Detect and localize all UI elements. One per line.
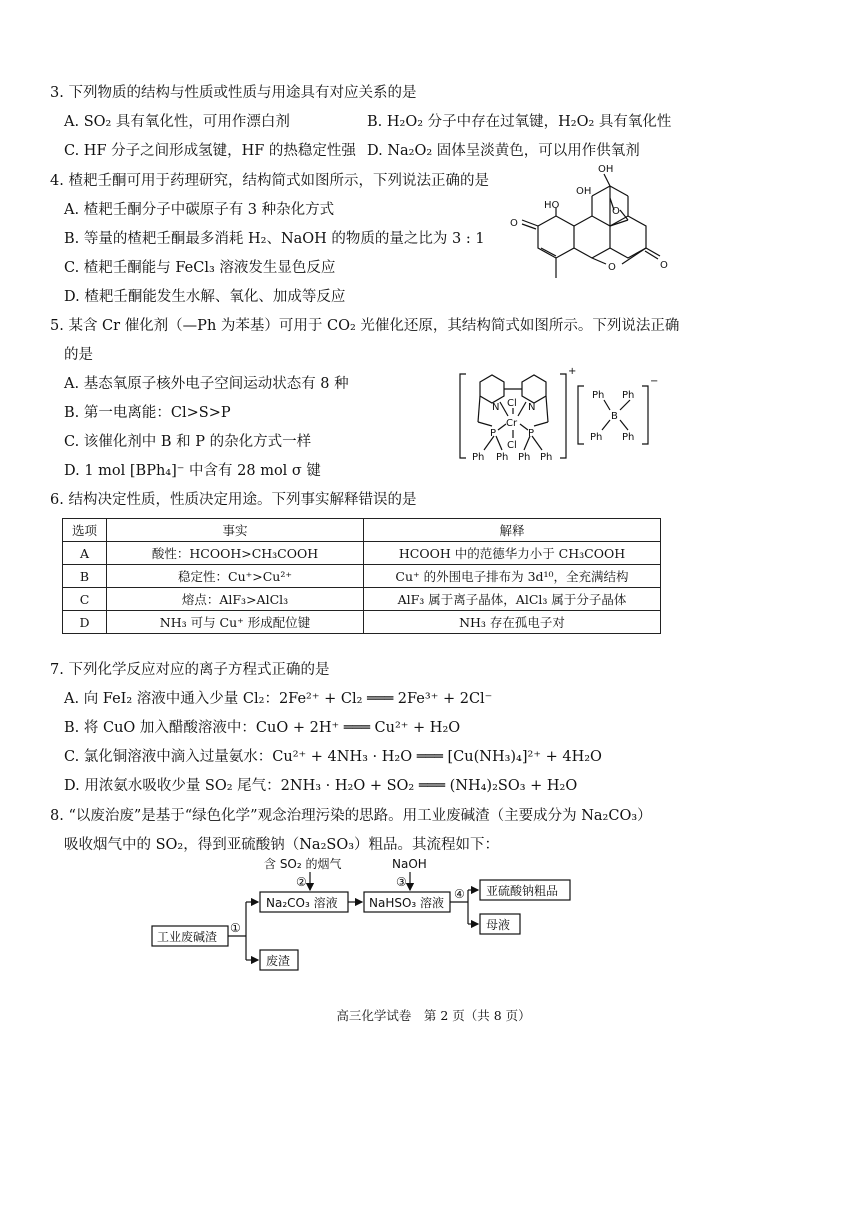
q4-label-oh-3: OH	[598, 164, 614, 175]
table-cell-explanation: NH₃ 存在孤电子对	[364, 611, 661, 634]
table-row	[63, 542, 661, 565]
q6-table	[62, 518, 661, 634]
q5-catalyst-structure	[458, 364, 678, 472]
q3-option-a: A. SO₂ 具有氧化性，可用作漂白剂	[64, 114, 290, 130]
q5-label-cr: Cr	[506, 418, 518, 429]
table-cell-option: C	[63, 588, 107, 611]
table-cell-fact: 熔点：AlF₃>AlCl₃	[107, 588, 364, 611]
flow-mother-liquor: 母液	[486, 918, 511, 932]
q8-stem-line1: 8. “以废治废”是基于“绿色化学”观念治理污染的思路。用工业废碱渣（主要成分为 Na₂CO₃）	[50, 808, 652, 824]
q5-label-ph-8: Ph	[622, 432, 635, 443]
flow-naoh: NaOH	[392, 857, 427, 871]
q3-option-b: B. H₂O₂ 分子中存在过氧键，H₂O₂ 具有氧化性	[367, 114, 672, 130]
table-cell-option: A	[63, 542, 107, 565]
q5-option-b: B. 第一电离能：Cl>S>P	[64, 405, 231, 421]
q4-label-o-ketone: O	[510, 218, 518, 229]
table-row	[63, 611, 661, 634]
q5-stem-line2: 的是	[64, 347, 93, 363]
flow-nahso3: NaHSO₃ 溶液	[369, 896, 445, 910]
q5-label-n-right: N	[528, 402, 536, 413]
q6-stem: 6. 结构决定性质，性质决定用途。下列事实解释错误的是	[50, 492, 417, 508]
q5-option-d: D. 1 mol [BPh₄]⁻ 中含有 28 mol σ 键	[64, 463, 321, 479]
table-cell-fact: NH₃ 可与 Cu⁺ 形成配位键	[107, 611, 364, 634]
q5-label-minus: −	[650, 376, 659, 387]
table-header-option: 选项	[63, 519, 107, 542]
q3-option-c: C. HF 分子之间形成氢键，HF 的热稳定性强	[64, 143, 356, 159]
table-header-explanation: 解释	[364, 519, 661, 542]
q4-stem: 4. 楂耙壬酮可用于药理研究，结构简式如图所示，下列说法正确的是	[50, 173, 489, 189]
q7-option-b: B. 将 CuO 加入醋酸溶液中：CuO + 2H⁺ ═══ Cu²⁺ + H₂O	[64, 720, 461, 736]
table-cell-fact: 酸性：HCOOH>CH₃COOH	[107, 542, 364, 565]
q4-label-o-bridge: O	[612, 206, 620, 217]
table-cell-explanation: HCOOH 中的范德华力小于 CH₃COOH	[364, 542, 661, 565]
q4-label-oh-1: HO	[544, 200, 560, 211]
page-footer: 高三化学试卷 第 2 页（共 8 页）	[336, 1008, 531, 1023]
q3-stem: 3. 下列物质的结构与性质或性质与用途具有对应关系的是	[50, 85, 417, 101]
q4-label-oh-2: OH	[576, 186, 592, 197]
q5-option-c: C. 该催化剂中 B 和 P 的杂化方式一样	[64, 434, 312, 450]
q5-label-ph-1: Ph	[472, 452, 485, 463]
q8-stem-line2: 吸收烟气中的 SO₂，得到亚硫酸钠（Na₂SO₃）粗品。其流程如下：	[64, 837, 500, 853]
table-row	[63, 565, 661, 588]
q4-option-d: D. 楂耙壬酮能发生水解、氧化、加成等反应	[64, 289, 346, 305]
q5-label-n-left: N	[492, 402, 500, 413]
flow-step-1: ①	[230, 921, 241, 935]
flow-product: 亚硫酸钠粗品	[486, 884, 559, 898]
q7-stem: 7. 下列化学反应对应的离子方程式正确的是	[50, 662, 330, 678]
q5-label-ph-2: Ph	[496, 452, 509, 463]
q4-label-o-ring: O	[608, 262, 616, 273]
q3-option-d: D. Na₂O₂ 固体呈淡黄色，可以用作供氧剂	[367, 143, 640, 159]
q5-label-ph-4: Ph	[540, 452, 553, 463]
q5-label-plus: +	[568, 366, 577, 377]
table-header-fact: 事实	[107, 519, 364, 542]
q5-option-a: A. 基态氧原子核外电子空间运动状态有 8 种	[64, 376, 349, 392]
flow-step-4: ④	[454, 887, 465, 901]
q5-label-p-right: P	[528, 428, 535, 439]
table-cell-option: D	[63, 611, 107, 634]
q7-option-c: C. 氯化铜溶液中滴入过量氨水：Cu²⁺ + 4NH₃ · H₂O ═══ [Cu(NH₃)₄]²⁺ + 4H₂O	[64, 749, 602, 765]
q5-label-ph-7: Ph	[590, 432, 603, 443]
q5-label-cl-top: Cl	[507, 398, 517, 409]
flow-step-2: ②	[296, 875, 307, 889]
table-cell-explanation: AlF₃ 属于离子晶体，AlCl₃ 属于分子晶体	[364, 588, 661, 611]
table-cell-fact: 稳定性：Cu⁺>Cu²⁺	[107, 565, 364, 588]
q5-label-ph-6: Ph	[622, 390, 635, 401]
q5-label-ph-5: Ph	[592, 390, 605, 401]
q4-option-a: A. 楂耙壬酮分子中碳原子有 3 种杂化方式	[64, 202, 335, 218]
q7-option-a: A. 向 FeI₂ 溶液中通入少量 Cl₂：2Fe²⁺ + Cl₂ ═══ 2Fe³⁺ + 2Cl⁻	[64, 691, 493, 707]
q7-option-d: D. 用浓氨水吸收少量 SO₂ 尾气：2NH₃ · H₂O + SO₂ ═══ (NH₄)₂SO₃ + H₂O	[64, 778, 578, 794]
q4-option-b: B. 等量的楂耙壬酮最多消耗 H₂、NaOH 的物质的量之比为 3 : 1	[64, 231, 485, 247]
q4-molecule-structure	[500, 160, 680, 300]
table-row	[63, 588, 661, 611]
q5-label-b: B	[611, 411, 618, 422]
q4-option-c: C. 楂耙壬酮能与 FeCl₃ 溶液发生显色反应	[64, 260, 336, 276]
q4-label-o-lactone: O	[660, 260, 668, 271]
table-cell-explanation: Cu⁺ 的外围电子排布为 3d¹⁰，全充满结构	[364, 565, 661, 588]
flow-start: 工业废碱渣	[157, 930, 218, 944]
flow-na2co3: Na₂CO₃ 溶液	[266, 896, 338, 910]
flow-gas: 含 SO₂ 的烟气	[264, 857, 342, 871]
table-header-row	[63, 519, 661, 542]
q8-process-flow	[150, 858, 580, 978]
q5-stem-line1: 5. 某含 Cr 催化剂（—Ph 为苯基）可用于 CO₂ 光催化还原，其结构简式如图所示。下列说法正确	[50, 318, 680, 334]
table-cell-option: B	[63, 565, 107, 588]
flow-step-3: ③	[396, 875, 407, 889]
flow-waste: 废渣	[266, 954, 291, 968]
q5-label-cl-bottom: Cl	[507, 440, 517, 451]
q5-label-ph-3: Ph	[518, 452, 531, 463]
q5-label-p-left: P	[490, 428, 497, 439]
